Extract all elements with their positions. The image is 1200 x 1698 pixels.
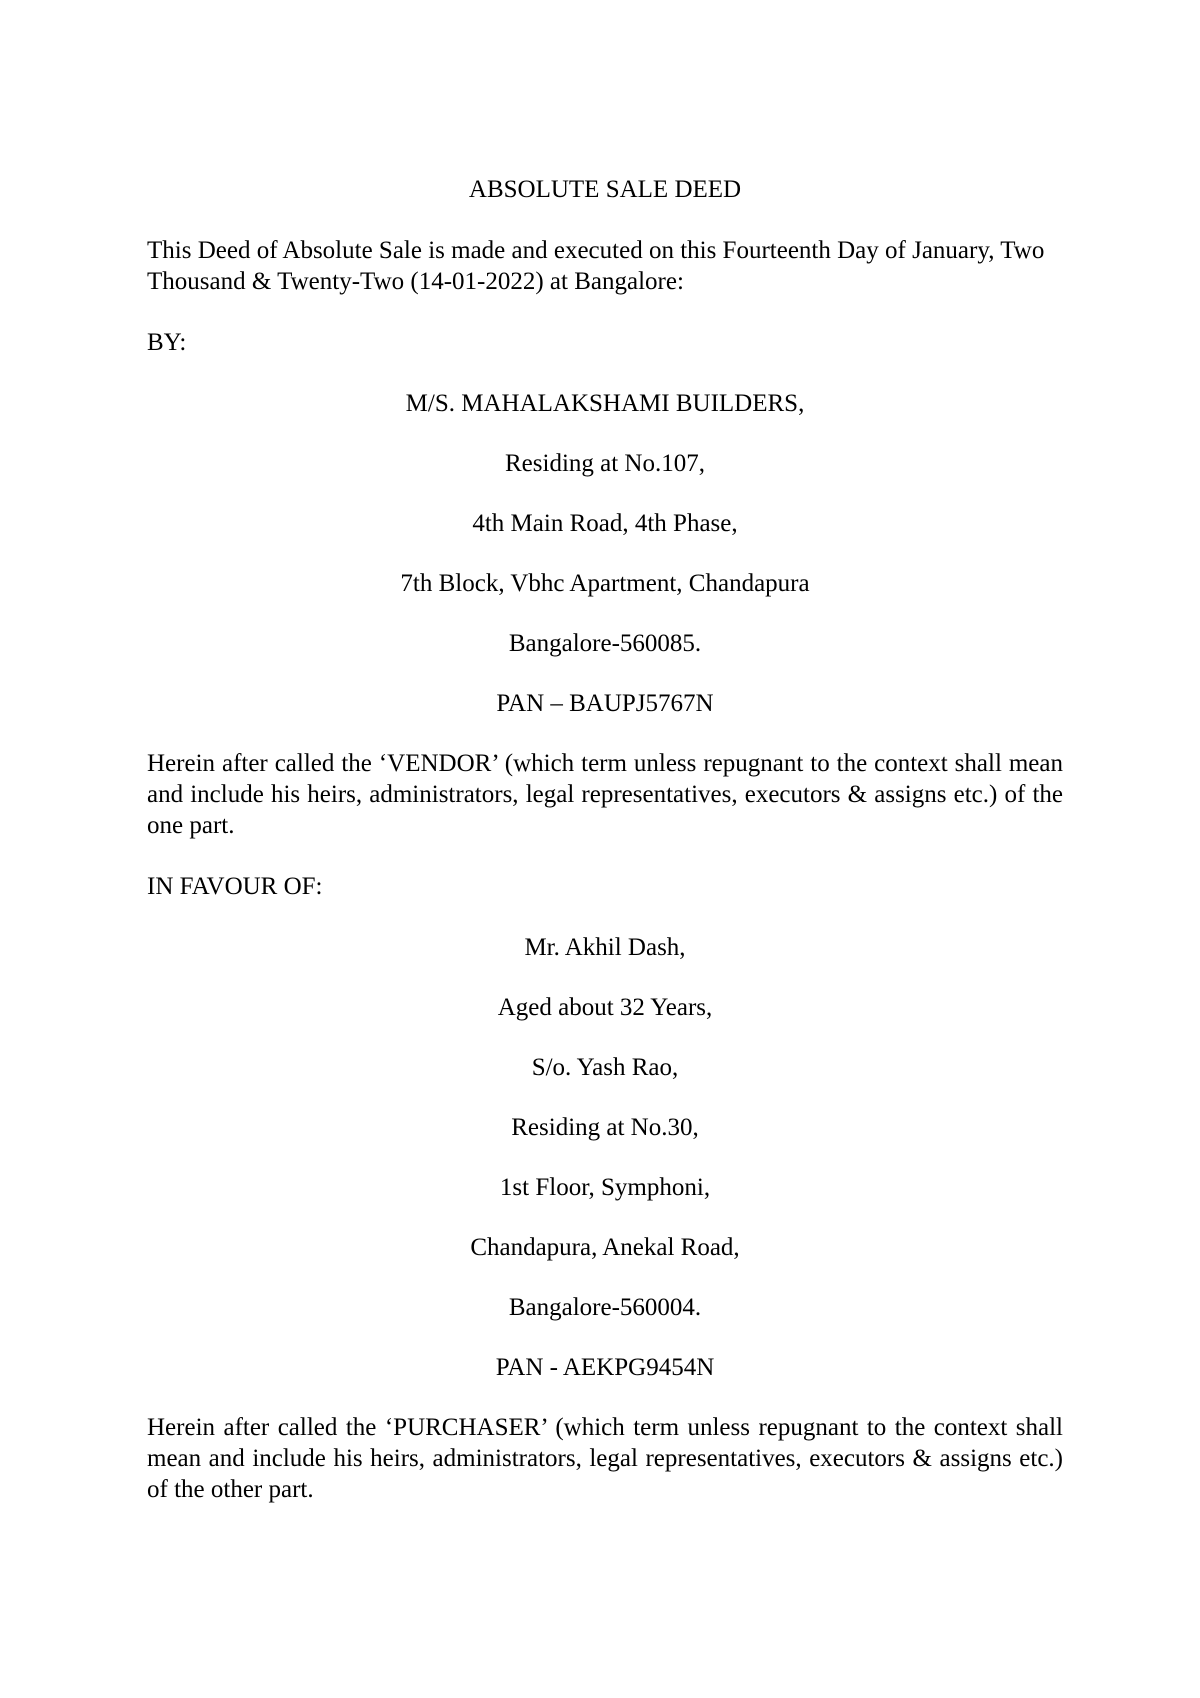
purchaser-age: Aged about 32 Years,	[497, 994, 713, 1021]
intro-paragraph: This Deed of Absolute Sale is made and executed on this Fourteenth Day of January, Two Thousand & Twenty-Two (14-01-2022) at Bangalore:	[147, 237, 1045, 295]
vendor-address-line: 7th Block, Vbhc Apartment, Chandapura	[400, 570, 810, 597]
purchaser-address-line: Chandapura, Anekal Road,	[470, 1234, 740, 1261]
purchaser-parent: S/o. Yash Rao,	[531, 1054, 679, 1081]
vendor-address-line: Bangalore-560085.	[508, 630, 702, 657]
purchaser-details	[147, 932, 1063, 1383]
purchaser-address-line: Bangalore-560004.	[508, 1294, 702, 1321]
vendor-details	[147, 388, 1063, 719]
vendor-name: M/S. MAHALAKSHAMI BUILDERS,	[405, 390, 805, 417]
purchaser-address-line: Residing at No.30,	[511, 1114, 699, 1141]
vendor-address-line: 4th Main Road, 4th Phase,	[472, 510, 738, 537]
purchaser-pan: PAN - AEKPG9454N	[495, 1354, 715, 1381]
document-body	[147, 174, 1063, 1535]
in-favour-of-label: IN FAVOUR OF:	[147, 873, 323, 900]
vendor-clause: Herein after called the ‘VENDOR’ (which term unless repugnant to the context shall mean and include his heirs, administrators, legal representatives, executors & assigns etc.) of the one part.	[147, 750, 1063, 839]
purchaser-address-line: 1st Floor, Symphoni,	[499, 1174, 711, 1201]
by-label: BY:	[147, 329, 187, 356]
purchaser-name: Mr. Akhil Dash,	[524, 934, 686, 961]
vendor-pan: PAN – BAUPJ5767N	[496, 690, 714, 717]
vendor-address-line: Residing at No.107,	[505, 450, 705, 477]
purchaser-clause: Herein after called the ‘PURCHASER’ (which term unless repugnant to the context shall mean and include his heirs, administrators, legal representatives, executors & assigns etc.) of the other part.	[147, 1414, 1063, 1503]
document-title: ABSOLUTE SALE DEED	[468, 176, 742, 203]
